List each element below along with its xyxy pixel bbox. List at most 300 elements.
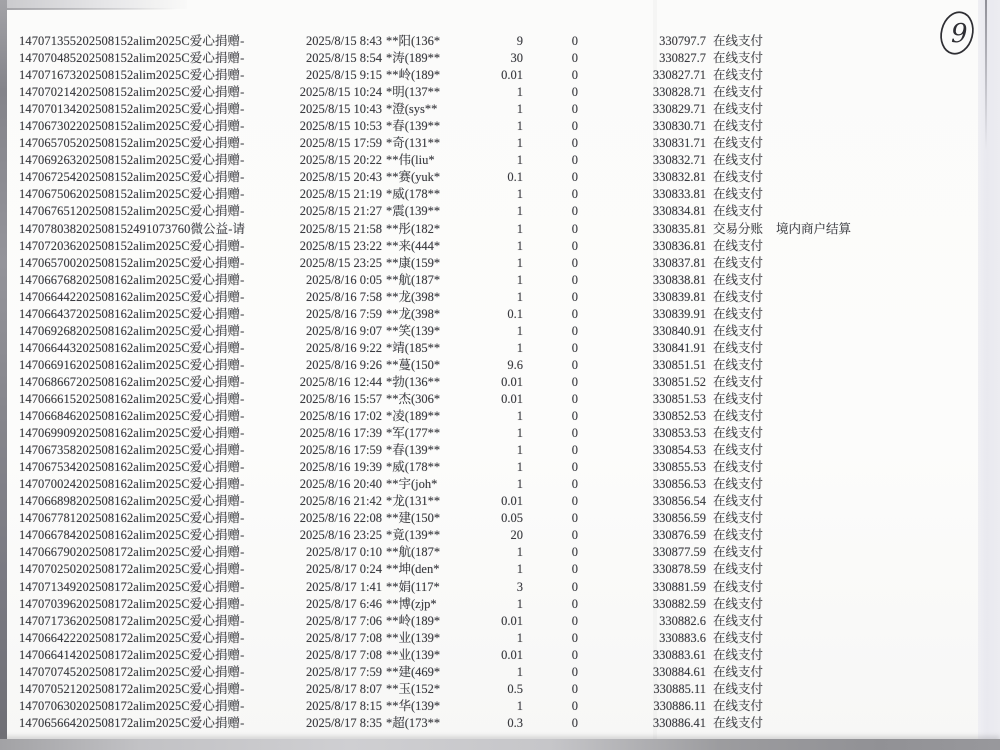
payment-method-cell: 在线支付 [713, 238, 764, 253]
fee-cell: 0 [571, 630, 578, 645]
transaction-id-cell: 147066437202508162alim2025C爱心捐赠- [19, 306, 245, 321]
payment-method-cell: 在线支付 [713, 102, 764, 117]
amount-cell: 1 [516, 323, 523, 338]
amount-cell: 1 [516, 698, 523, 713]
datetime-cell: 2025/8/16 9:07 [305, 323, 382, 338]
donor-name-cell: *勃(136** [386, 374, 441, 389]
table-row [0, 253, 1000, 270]
donor-name-cell: *明(137** [386, 85, 441, 100]
payment-method-cell: 在线支付 [713, 613, 764, 628]
datetime-cell: 2025/8/17 7:08 [305, 647, 382, 662]
datetime-cell: 2025/8/15 21:19 [299, 187, 382, 202]
balance-cell: 330856.53 [652, 477, 706, 492]
balance-cell: 330829.71 [652, 102, 706, 117]
fee-cell: 0 [571, 221, 578, 236]
fee-cell: 0 [571, 664, 578, 679]
datetime-cell: 2025/8/17 8:15 [305, 698, 382, 713]
datetime-cell: 2025/8/16 12:44 [299, 374, 382, 389]
table-row [0, 542, 1000, 559]
transaction-id-cell: 147069263202508152alim2025C爱心捐赠- [19, 153, 245, 168]
amount-cell: 1 [516, 562, 523, 577]
transaction-id-cell: 147078038202508152491073760微公益-请 [19, 221, 246, 236]
amount-cell: 0.05 [501, 511, 523, 526]
fee-cell: 0 [571, 340, 578, 355]
payment-method-cell: 在线支付 [713, 477, 764, 492]
fee-cell: 0 [571, 562, 578, 577]
balance-cell: 330831.71 [652, 136, 706, 151]
amount-cell: 1 [516, 443, 523, 458]
transaction-id-cell: 147066898202508162alim2025C爱心捐赠- [19, 494, 245, 509]
payment-method-cell: 在线支付 [713, 85, 764, 100]
settlement-note-cell: 境内商户结算 [776, 221, 852, 236]
fee-cell: 0 [571, 391, 578, 406]
table-row [0, 201, 1000, 218]
transaction-id-cell: 147065700202508152alim2025C爱心捐赠- [19, 255, 245, 270]
donor-name-cell: **阳(136* [386, 34, 441, 48]
datetime-cell: 2025/8/15 9:15 [305, 68, 382, 83]
balance-cell: 330885.11 [653, 681, 706, 696]
table-row [0, 440, 1000, 457]
balance-cell: 330835.81 [652, 221, 706, 236]
balance-cell: 330877.59 [652, 545, 706, 560]
payment-method-cell: 在线支付 [713, 715, 764, 730]
amount-cell: 1 [516, 596, 523, 611]
transaction-id-cell: 147070396202508172alim2025C爱心捐赠- [19, 596, 245, 611]
table-row [0, 457, 1000, 474]
fee-cell: 0 [571, 153, 578, 168]
table-row [0, 321, 1000, 338]
payment-method-cell: 在线支付 [713, 443, 764, 458]
amount-cell: 1 [516, 119, 523, 134]
fee-cell: 0 [571, 306, 578, 321]
amount-cell: 1 [516, 426, 523, 441]
balance-cell: 330882.6 [659, 613, 706, 628]
amount-cell: 0.1 [507, 170, 523, 185]
payment-method-cell: 在线支付 [713, 357, 764, 372]
payment-method-cell: 在线支付 [713, 289, 764, 304]
payment-method-cell: 在线支付 [713, 374, 764, 389]
table-row [0, 662, 1000, 679]
payment-method-cell: 在线支付 [713, 187, 764, 202]
donor-name-cell: *军(177** [386, 426, 441, 441]
transaction-id-cell: 147071673202508152alim2025C爱心捐赠- [19, 68, 245, 83]
balance-cell: 330828.71 [652, 85, 706, 100]
scan-edge-bottom [0, 739, 1000, 750]
table-row [0, 525, 1000, 542]
table-row [0, 491, 1000, 508]
fee-cell: 0 [571, 85, 578, 100]
balance-cell: 330884.61 [652, 664, 706, 679]
datetime-cell: 2025/8/17 7:08 [305, 630, 382, 645]
datetime-cell: 2025/8/16 21:42 [299, 494, 382, 509]
scan-edge-left [0, 0, 7, 750]
balance-cell: 330827.7 [659, 51, 706, 66]
transaction-id-cell: 147070745202508172alim2025C爱心捐赠- [19, 664, 245, 679]
donor-name-cell: **华(139* [386, 698, 441, 713]
amount-cell: 0.01 [501, 68, 523, 83]
amount-cell: 9 [516, 34, 523, 48]
transaction-id-cell: 147070521202508172alim2025C爱心捐赠- [19, 681, 245, 696]
table-row [0, 679, 1000, 696]
payment-method-cell: 在线支付 [713, 511, 764, 526]
transaction-id-cell: 147069909202508162alim2025C爱心捐赠- [19, 426, 245, 441]
balance-cell: 330832.81 [652, 170, 706, 185]
table-row [0, 594, 1000, 611]
fee-cell: 0 [571, 443, 578, 458]
table-row [0, 474, 1000, 491]
scan-edge-right [978, 0, 1000, 739]
balance-cell: 330876.59 [652, 528, 706, 543]
balance-cell: 330881.59 [652, 579, 706, 594]
table-row [0, 355, 1000, 372]
donor-name-cell: *威(178** [386, 187, 441, 202]
fee-cell: 0 [571, 596, 578, 611]
table-row [0, 508, 1000, 525]
payment-method-cell: 在线支付 [713, 494, 764, 509]
amount-cell: 1 [516, 255, 523, 270]
table-row [0, 31, 1000, 48]
donor-name-cell: **建(150* [386, 511, 441, 526]
amount-cell: 0.3 [507, 715, 523, 730]
balance-cell: 330886.11 [653, 698, 706, 713]
donor-name-cell: *春(139** [386, 119, 441, 134]
fee-cell: 0 [571, 34, 578, 48]
payment-method-cell: 在线支付 [713, 562, 764, 577]
balance-cell: 330832.71 [652, 153, 706, 168]
fee-cell: 0 [571, 647, 578, 662]
fee-cell: 0 [571, 374, 578, 389]
table-row [0, 423, 1000, 440]
transaction-id-cell: 147069268202508162alim2025C爱心捐赠- [19, 323, 245, 338]
balance-cell: 330833.81 [652, 187, 706, 202]
fee-cell: 0 [571, 528, 578, 543]
amount-cell: 1 [516, 289, 523, 304]
scan-edge-right-line [985, 0, 987, 150]
datetime-cell: 2025/8/16 7:59 [305, 306, 382, 321]
payment-method-cell: 在线支付 [713, 409, 764, 424]
table-row [0, 713, 1000, 730]
fee-cell: 0 [571, 102, 578, 117]
amount-cell: 1 [516, 340, 523, 355]
transaction-id-cell: 147070024202508162alim2025C爱心捐赠- [19, 477, 245, 492]
payment-method-cell: 在线支付 [713, 664, 764, 679]
balance-cell: 330851.51 [652, 357, 706, 372]
amount-cell: 1 [516, 272, 523, 287]
datetime-cell: 2025/8/16 15:57 [299, 391, 382, 406]
fee-cell: 0 [571, 238, 578, 253]
datetime-cell: 2025/8/15 10:24 [299, 85, 382, 100]
fee-cell: 0 [571, 477, 578, 492]
transaction-id-cell: 147067534202508162alim2025C爱心捐赠- [19, 460, 245, 475]
datetime-cell: 2025/8/17 7:06 [305, 613, 382, 628]
transaction-id-cell: 147066422202508172alim2025C爱心捐赠- [19, 630, 245, 645]
fee-cell: 0 [571, 545, 578, 560]
scan-edge-top-line [7, 8, 177, 10]
table-row [0, 270, 1000, 287]
datetime-cell: 2025/8/16 17:02 [299, 409, 382, 424]
amount-cell: 1 [516, 204, 523, 219]
amount-cell: 0.01 [501, 391, 523, 406]
balance-cell: 330853.53 [652, 426, 706, 441]
donor-name-cell: **伟(liu* [386, 153, 435, 168]
transaction-id-cell: 147066414202508172alim2025C爱心捐赠- [19, 647, 245, 662]
amount-cell: 30 [510, 51, 523, 66]
datetime-cell: 2025/8/15 23:25 [299, 255, 382, 270]
donor-name-cell: **业(139* [386, 647, 441, 662]
datetime-cell: 2025/8/15 10:43 [299, 102, 382, 117]
fee-cell: 0 [571, 715, 578, 730]
table-row [0, 48, 1000, 65]
payment-method-cell: 在线支付 [713, 272, 764, 287]
payment-method-cell: 在线支付 [713, 460, 764, 475]
transaction-id-cell: 147068667202508162alim2025C爱心捐赠- [19, 374, 245, 389]
table-row [0, 287, 1000, 304]
fee-cell: 0 [571, 255, 578, 270]
donor-name-cell: *凌(189** [386, 409, 441, 424]
donor-name-cell: **笑(139* [386, 323, 441, 338]
balance-cell: 330856.54 [652, 494, 706, 509]
donor-name-cell: **岭(189* [386, 613, 441, 628]
amount-cell: 1 [516, 545, 523, 560]
table-row [0, 406, 1000, 423]
transaction-id-cell: 147070214202508152alim2025C爱心捐赠- [19, 85, 245, 100]
fee-cell: 0 [571, 357, 578, 372]
amount-cell: 1 [516, 136, 523, 151]
datetime-cell: 2025/8/15 21:27 [299, 204, 382, 219]
payment-method-cell: 交易分账 [713, 221, 764, 236]
donor-name-cell: *威(178** [386, 460, 441, 475]
datetime-cell: 2025/8/16 7:58 [305, 289, 382, 304]
datetime-cell: 2025/8/15 8:54 [305, 51, 382, 66]
donor-name-cell: **建(469* [386, 664, 441, 679]
amount-cell: 1 [516, 85, 523, 100]
table-row [0, 338, 1000, 355]
donor-name-cell: **博(zjp* [386, 596, 437, 611]
donor-name-cell: **彤(182* [386, 221, 441, 236]
datetime-cell: 2025/8/17 7:59 [305, 664, 382, 679]
amount-cell: 1 [516, 102, 523, 117]
donor-name-cell: **岭(189* [386, 68, 441, 83]
amount-cell: 1 [516, 409, 523, 424]
transaction-id-cell: 147067506202508152alim2025C爱心捐赠- [19, 187, 245, 202]
donor-name-cell: **康(159* [386, 255, 441, 270]
amount-cell: 0.01 [501, 613, 523, 628]
transaction-id-cell: 147071736202508172alim2025C爱心捐赠- [19, 613, 245, 628]
transaction-id-cell: 147066768202508162alim2025C爱心捐赠- [19, 272, 245, 287]
datetime-cell: 2025/8/16 0:05 [305, 272, 382, 287]
transaction-id-cell: 147070134202508152alim2025C爱心捐赠- [19, 102, 245, 117]
payment-method-cell: 在线支付 [713, 51, 764, 66]
transaction-id-cell: 147065664202508172alim2025C爱心捐赠- [19, 715, 245, 730]
amount-cell: 3 [516, 579, 523, 594]
donor-name-cell: **业(139* [386, 630, 441, 645]
datetime-cell: 2025/8/16 17:39 [299, 426, 382, 441]
balance-cell: 330883.61 [652, 647, 706, 662]
balance-cell: 330834.81 [652, 204, 706, 219]
payment-method-cell: 在线支付 [713, 340, 764, 355]
table-row [0, 99, 1000, 116]
balance-cell: 330878.59 [652, 562, 706, 577]
datetime-cell: 2025/8/15 21:58 [299, 221, 382, 236]
donor-name-cell: **航(187* [386, 272, 441, 287]
amount-cell: 1 [516, 630, 523, 645]
amount-cell: 1 [516, 153, 523, 168]
payment-method-cell: 在线支付 [713, 136, 764, 151]
datetime-cell: 2025/8/15 23:22 [299, 238, 382, 253]
fee-cell: 0 [571, 170, 578, 185]
table-row [0, 628, 1000, 645]
transaction-id-cell: 147067302202508152alim2025C爱心捐赠- [19, 119, 245, 134]
payment-method-cell: 在线支付 [713, 306, 764, 321]
datetime-cell: 2025/8/16 22:08 [299, 511, 382, 526]
table-row [0, 611, 1000, 628]
datetime-cell: 2025/8/17 8:07 [305, 681, 382, 696]
table-row [0, 133, 1000, 150]
table-row [0, 219, 1000, 236]
table-row [0, 304, 1000, 321]
donor-name-cell: **玉(152* [386, 681, 441, 696]
handwritten-page-number [936, 8, 980, 60]
circled-number-mark [936, 8, 980, 60]
payment-method-cell: 在线支付 [713, 68, 764, 83]
balance-cell: 330883.6 [659, 630, 706, 645]
payment-method-cell: 在线支付 [713, 391, 764, 406]
balance-cell: 330838.81 [652, 272, 706, 287]
payment-method-cell: 在线支付 [713, 204, 764, 219]
datetime-cell: 2025/8/15 20:22 [299, 153, 382, 168]
table-row [0, 150, 1000, 167]
donor-name-cell: *涛(189** [386, 51, 441, 66]
table-row [0, 65, 1000, 82]
donor-name-cell: **航(187* [386, 545, 441, 560]
datetime-cell: 2025/8/15 20:43 [299, 170, 382, 185]
datetime-cell: 2025/8/15 8:43 [305, 34, 382, 48]
payment-method-cell: 在线支付 [713, 579, 764, 594]
donor-name-cell: **宇(joh* [386, 477, 438, 492]
datetime-cell: 2025/8/16 9:26 [305, 357, 382, 372]
transaction-id-cell: 147072036202508152alim2025C爱心捐赠- [19, 238, 245, 253]
fee-cell: 0 [571, 409, 578, 424]
payment-method-cell: 在线支付 [713, 545, 764, 560]
payment-method-cell: 在线支付 [713, 698, 764, 713]
balance-cell: 330839.81 [652, 289, 706, 304]
table-row [0, 82, 1000, 99]
donor-name-cell: **坤(den* [386, 562, 440, 577]
balance-cell: 330886.41 [652, 715, 706, 730]
fee-cell: 0 [571, 323, 578, 338]
table-row [0, 389, 1000, 406]
payment-method-cell: 在线支付 [713, 630, 764, 645]
datetime-cell: 2025/8/15 17:59 [299, 136, 382, 151]
fee-cell: 0 [571, 119, 578, 134]
transaction-id-cell: 147066846202508162alim2025C爱心捐赠- [19, 409, 245, 424]
amount-cell: 1 [516, 187, 523, 202]
donor-name-cell: **龙(398* [386, 306, 441, 321]
balance-cell: 330830.71 [652, 119, 706, 134]
fee-cell: 0 [571, 494, 578, 509]
table-row [0, 116, 1000, 133]
amount-cell: 0.01 [501, 647, 523, 662]
datetime-cell: 2025/8/17 6:46 [305, 596, 382, 611]
datetime-cell: 2025/8/16 17:59 [299, 443, 382, 458]
table-row [0, 167, 1000, 184]
balance-cell: 330841.91 [652, 340, 706, 355]
amount-cell: 1 [516, 238, 523, 253]
payment-method-cell: 在线支付 [713, 153, 764, 168]
transaction-id-cell: 147067781202508162alim2025C爱心捐赠- [19, 511, 245, 526]
transaction-id-cell: 147066916202508162alim2025C爱心捐赠- [19, 357, 245, 372]
table-row [0, 372, 1000, 389]
donor-name-cell: **娟(117* [386, 579, 440, 594]
donor-name-cell: **来(444* [386, 238, 441, 253]
balance-cell: 330836.81 [652, 238, 706, 253]
table-row [0, 236, 1000, 253]
transaction-id-cell: 147071355202508152alim2025C爱心捐赠- [19, 34, 245, 48]
datetime-cell: 2025/8/17 1:41 [305, 579, 382, 594]
payment-method-cell: 在线支付 [713, 170, 764, 185]
fee-cell: 0 [571, 272, 578, 287]
payment-method-cell: 在线支付 [713, 255, 764, 270]
page-number-digit: 9 [951, 19, 968, 49]
amount-cell: 1 [516, 221, 523, 236]
payment-method-cell: 在线支付 [713, 528, 764, 543]
datetime-cell: 2025/8/15 10:53 [299, 119, 382, 134]
balance-cell: 330855.53 [652, 460, 706, 475]
donor-name-cell: *靖(185** [386, 340, 441, 355]
transaction-id-cell: 147067254202508152alim2025C爱心捐赠- [19, 170, 245, 185]
fee-cell: 0 [571, 289, 578, 304]
donor-name-cell: **龙(398* [386, 289, 441, 304]
amount-cell: 1 [516, 460, 523, 475]
payment-method-cell: 在线支付 [713, 119, 764, 134]
balance-cell: 330854.53 [652, 443, 706, 458]
table-row [0, 184, 1000, 201]
datetime-cell: 2025/8/16 9:22 [305, 340, 382, 355]
amount-cell: 0.01 [501, 374, 523, 389]
transaction-id-cell: 147065705202508152alim2025C爱心捐赠- [19, 136, 245, 151]
transaction-id-cell: 147066790202508172alim2025C爱心捐赠- [19, 545, 245, 560]
donor-name-cell: *超(173** [386, 715, 441, 730]
table-row [0, 559, 1000, 576]
transaction-id-cell: 147066442202508162alim2025C爱心捐赠- [19, 289, 245, 304]
fee-cell: 0 [571, 187, 578, 202]
transaction-id-cell: 147067651202508152alim2025C爱心捐赠- [19, 204, 245, 219]
fee-cell: 0 [571, 460, 578, 475]
payment-method-cell: 在线支付 [713, 426, 764, 441]
balance-cell: 330827.71 [652, 68, 706, 83]
fee-cell: 0 [571, 698, 578, 713]
transaction-id-cell: 147067358202508162alim2025C爱心捐赠- [19, 443, 245, 458]
transaction-id-cell: 147070630202508172alim2025C爱心捐赠- [19, 698, 245, 713]
balance-cell: 330856.59 [652, 511, 706, 526]
payment-method-cell: 在线支付 [713, 34, 764, 48]
table-row [0, 645, 1000, 662]
fee-cell: 0 [571, 51, 578, 66]
payment-method-cell: 在线支付 [713, 647, 764, 662]
amount-cell: 9.6 [507, 357, 523, 372]
fee-cell: 0 [571, 426, 578, 441]
fee-cell: 0 [571, 681, 578, 696]
donor-name-cell: *奇(131** [386, 136, 441, 151]
fee-cell: 0 [571, 613, 578, 628]
datetime-cell: 2025/8/16 20:40 [299, 477, 382, 492]
balance-cell: 330839.91 [652, 306, 706, 321]
fee-cell: 0 [571, 136, 578, 151]
donor-name-cell: *澄(sys** [386, 102, 438, 117]
datetime-cell: 2025/8/17 0:10 [305, 545, 382, 560]
datetime-cell: 2025/8/17 8:35 [305, 715, 382, 730]
payment-method-cell: 在线支付 [713, 596, 764, 611]
